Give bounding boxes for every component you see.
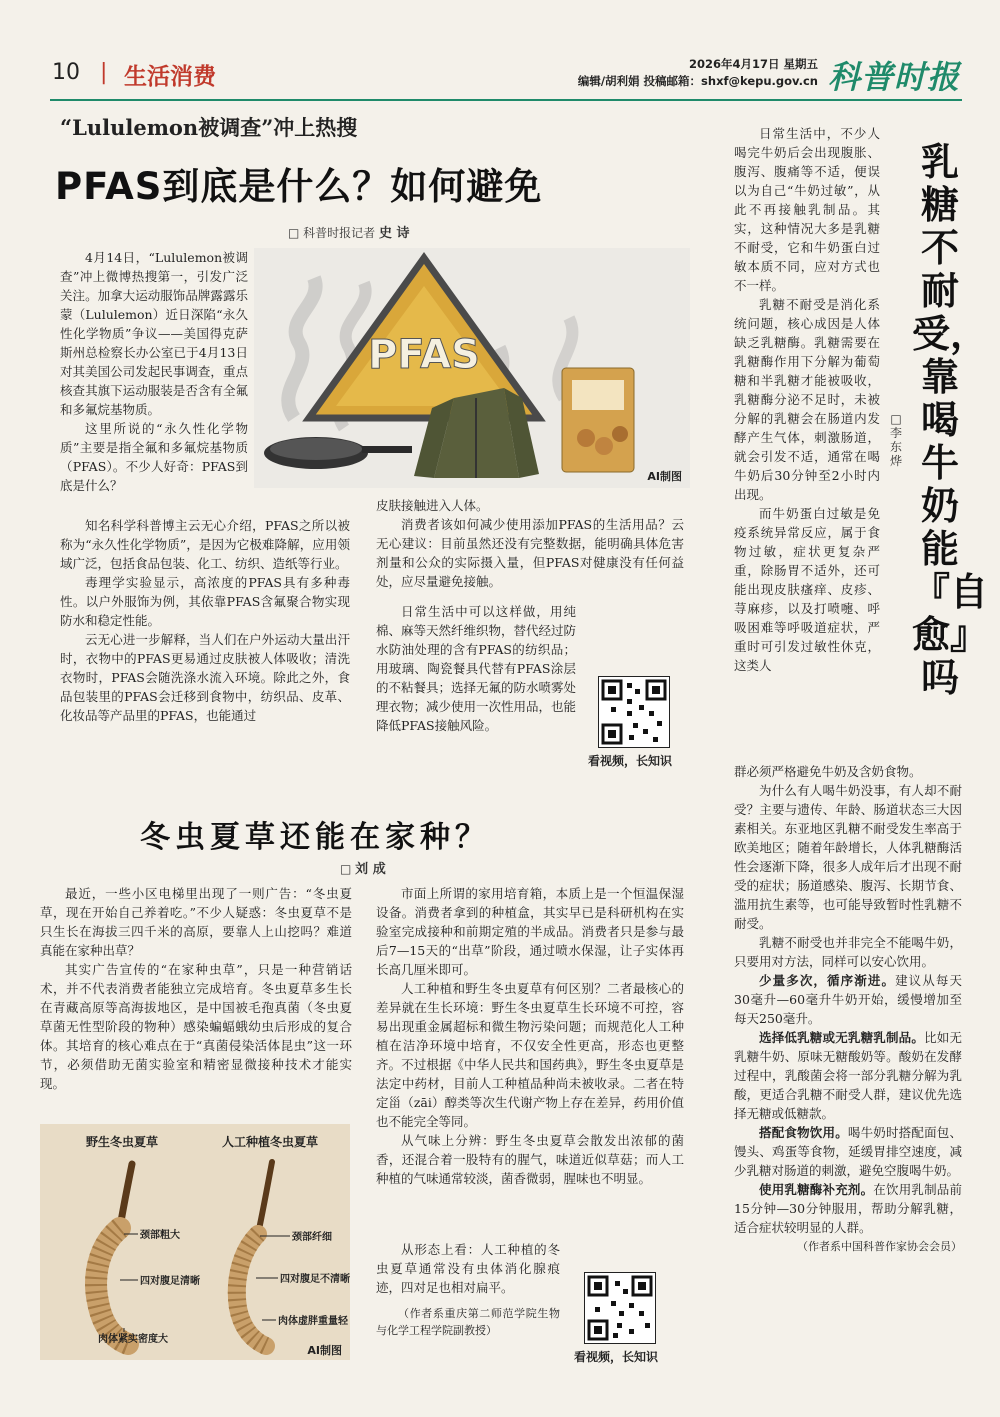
article2-byline [340, 858, 386, 877]
wild-title: 野生冬虫夏草 [85, 1135, 159, 1149]
article1-col2-tip [376, 602, 576, 735]
article1-para: 消费者该如何减少使用添加PFAS的生活用品？云无心建议：目前虽然还没有完整数据，能明确具体危害剂量和公众的实际摄入量，但PFAS对健康没有任何益处，应尽量避免接触。 [376, 517, 684, 589]
header-separator: | [100, 60, 108, 85]
article2-title: 冬虫夏草还能在家种？ [140, 820, 490, 855]
tip-head: 少量多次，循序渐进。 [759, 973, 896, 988]
editor-contact: 编辑/胡利娟 投稿邮箱：shxf@kepu.gov.cn [577, 74, 818, 88]
article1-para: 这里所说的“永久性化学物质”主要是指全氟和多氟烷基物质（PFAS）。不少人好奇：PFAS到底是什么？ [60, 421, 248, 493]
article3-tip [734, 971, 962, 1028]
cultivated-title: 人工种植冬虫夏草 [221, 1135, 319, 1149]
article2-author-note: （作者系重庆第二师范学院生物与化学工程学院副教授） [376, 1307, 560, 1337]
page-number: 10 [52, 60, 80, 85]
article3-tip [734, 1123, 962, 1180]
article2-para: 最近，一些小区电梯里出现了一则广告：“冬虫夏草，现在开始自己养着吃。”不少人疑惑：冬虫夏草不是只生长在海拔三四千米的高原，要靠人上山挖吗？难道真能在家种出草？ [40, 886, 352, 958]
article3-tip [734, 1180, 962, 1237]
article3-para: 乳糖不耐受也并非完全不能喝牛奶，只要用对方法，同样可以安心饮用。 [734, 935, 962, 969]
article2-para: 从形态上看：人工种植的冬虫夏草通常没有虫体消化腺痕迹，四对足也相对扁平。 [376, 1242, 560, 1295]
section-name: 生活消费 [124, 64, 216, 90]
article3-para: 日常生活中，不少人喝完牛奶后会出现腹胀、腹泻、腹痛等不适，便误以为自己“牛奶过敏”，从此不再接触乳制品。其实，这种情况大多是乳糖不耐受，它和牛奶蛋白过敏本质不同，应对方式也不一样。 [734, 126, 880, 293]
article1-col1-bottom [60, 516, 350, 725]
cultivated-label-neck: 颈部纤细 [292, 1232, 332, 1243]
article3-title: 乳糖不耐受，靠喝牛奶能『自愈』吗 [912, 139, 989, 700]
article1-para: 4月14日，“Lululemon被调查”冲上微博热搜第一，引发广泛关注。加拿大运动服饰品牌露露乐蒙（Lululemon）近日深陷“永久性化学物质”争议——美国得克萨斯州总检察长办公室已于4月13日对其美国公司发起民事调查，重点核查其旗下运动服装是否含有全氟和多氟烷基物质。 [60, 250, 248, 417]
qr-code[interactable] [584, 1272, 656, 1344]
article2-para: 人工种植和野生冬虫夏草有何区别？二者最核心的差异就在生长环境：野生冬虫夏草生长环境不可控，容易出现重金属超标和微生物污染问题；而规范化人工种植在洁净环境中培育，不仅安全性更高，形态也更整齐。不过根据《中华人民共和国药典》，野生冬虫夏草是法定中药材，目前人工种植品种尚未被收录。二者在特定甾（zāi）醇类等次生代谢产物上存在差异，药用价值也不能完全等同。 [376, 981, 684, 1129]
article1-para: 知名科学科普博主云无心介绍，PFAS之所以被称为“永久性化学物质”，是因为它极难降解，应用领域广泛，包括食品包装、化工、纺织、造纸等行业。 [60, 518, 350, 571]
pfas-sign-text: PFAS [368, 332, 480, 378]
article1-title: PFAS到底是什么？如何避免 [55, 165, 543, 208]
qr-code-svg [585, 1273, 655, 1343]
byline-name: 刘 成 [355, 862, 386, 877]
tip-head: 使用乳糖酶补充剂。 [759, 1182, 874, 1197]
article1-byline [288, 222, 410, 241]
wild-label-body: 肉体紧实密度大 [98, 1334, 168, 1345]
newspaper-logo: 科普时报 [828, 58, 961, 96]
tip-head: 搭配食物饮用。 [759, 1125, 848, 1140]
article3-wide-col [734, 762, 962, 1256]
tip-body: 在饮用乳制品前15分钟—30分钟服用，帮助分解乳糖，适合症状较明显的人群。 [734, 1182, 962, 1235]
article3-para: 为什么有人喝牛奶没事，有人却不耐受？主要与遗传、年龄、肠道状态三大因素相关。东亚地区乳糖不耐受发生率高于欧美地区；随着年龄增长，人体乳糖酶活性会逐渐下降，很多人成年后才出现不耐受的症状；肠道感染、腹泻、长期节食、滥用抗生素等，也可能导致暂时性乳糖不耐受。 [734, 783, 962, 931]
qr-caption: 看视频，长知识 [588, 754, 673, 768]
article3-para: 群必须严格避免牛奶及含奶食物。 [734, 764, 922, 779]
pfas-illustration-svg [254, 248, 690, 488]
article3-author-note: （作者系中国科普作家协会会员） [797, 1240, 962, 1253]
wild-label-legs: 四对腹足清晰 [140, 1276, 200, 1287]
article1-para: 毒理学实验显示，高浓度的PFAS具有多种毒性。以户外服饰为例，其依靠PFAS含氟聚合物实现防水和稳定性能。 [60, 575, 350, 628]
tip-body: 喝牛奶时搭配面包、馒头、鸡蛋等食物，延缓胃排空速度，减少乳糖对肠道的刺激，避免空腹喝牛奶。 [734, 1125, 962, 1178]
byline-prefix: □ [340, 862, 352, 876]
byline-name: 李东烨 [889, 426, 902, 468]
byline-prefix: □ 科普时报记者 [288, 226, 376, 240]
article1-para: 日常生活中可以这样做，用纯棉、麻等天然纤维织物，替代经过防水防油处理的含有PFAS的纺织品；用玻璃、陶瓷餐具代替有PFAS涂层的不粘餐具；选择无氟的防水喷雾处理衣物；减少使用一次性用品，也能降低PFAS接触风险。 [376, 604, 577, 733]
cultivated-label-legs: 四对腹足不清晰 [280, 1274, 350, 1285]
qr-code-svg [599, 677, 669, 747]
pfas-illustration [254, 248, 690, 488]
article2-col1 [40, 884, 352, 1093]
article3-para: 而牛奶蛋白过敏是免疫系统异常反应，属于食物过敏，症状更复杂严重，除肠胃不适外，还可能出现皮肤瘙痒、皮疹、荨麻疹，以及打喷嚏、呼吸困难等呼吸道症状，严重时可引发过敏性休克，这类人 [734, 506, 880, 673]
tip-head: 选择低乳糖或无乳糖乳制品。 [759, 1030, 925, 1045]
article2-para: 其实广告宣传的“在家种虫草”，只是一种营销话术，并不代表消费者能独立完成培育。冬虫夏草多生长在青藏高原等高海拔地区，是中国被毛孢真菌（冬虫夏草菌无性型阶段的物种）感染蝙蝠蛾幼虫后形成的复合体。其培育的核心难点在于“真菌侵染活体昆虫”这一环节，必须借助无菌实验室和精密显微接种技术才能实现。 [40, 962, 352, 1091]
byline-prefix: □ [890, 412, 902, 426]
article1-col1-top [60, 248, 248, 495]
issue-date: 2026年4月17日 星期五 [688, 57, 818, 71]
article2-col2-end [376, 1240, 560, 1339]
cordyceps-figure-svg [40, 1124, 350, 1360]
wild-label-neck: 颈部粗大 [140, 1230, 180, 1241]
article1-kicker: “Lululemon被调查”冲上热搜 [60, 115, 358, 140]
cordyceps-figure [40, 1124, 350, 1360]
article2-para: 从气味上分辨：野生冬虫夏草会散发出浓郁的菌香，还混合着一股特有的腥气，味道近似草菇；而人工种植的气味通常较淡，菌香微弱，腥味也不明显。 [376, 1133, 684, 1186]
article2-para: 市面上所谓的家用培育箱，本质上是一个恒温保湿设备。消费者拿到的种植盒，其实早已是科研机构在实验室完成接种和前期定殖的半成品。消费者只是参与最后7—15天的“出草”阶段，通过喷水保湿，让子实体再长高几厘米即可。 [376, 886, 684, 977]
cordyceps-caption: AI制图 [307, 1344, 342, 1357]
header-rule [50, 99, 962, 101]
qr-caption: 看视频，长知识 [574, 1350, 659, 1364]
tip-body: 建议从每天30毫升—60毫升牛奶开始，缓慢增加至每天250毫升。 [734, 973, 962, 1026]
byline-name: 史 诗 [378, 226, 410, 241]
article3-tip [734, 1028, 962, 1123]
article1-para: 皮肤接触进入人体。 [376, 498, 489, 513]
header-meta [528, 56, 818, 90]
article3-narrow-col [734, 124, 880, 675]
tip-body: 比如无乳糖牛奶、原味无糖酸奶等。酸奶在发酵过程中，乳酸菌会将一部分乳糖分解为乳酸，更适合乳糖不耐受人群，建议优先选择无糖或低糖款。 [734, 1030, 962, 1121]
article3-para: 乳糖不耐受是消化系统问题，核心成因是人体缺乏乳糖酶。乳糖需要在乳糖酶作用下分解为葡萄糖和半乳糖才能被吸收，乳糖酶分泌不足时，未被分解的乳糖会在肠道内发酵产生气体，刺激肠道，就会引发不适，通常在喝牛奶后30分钟至2小时内出现。 [734, 297, 880, 502]
pfas-image-caption: AI制图 [647, 470, 682, 483]
article1-para: 云无心进一步解释，当人们在户外运动大量出汗时，衣物中的PFAS更易通过皮肤被人体吸收；清洗衣物时，PFAS会随洗涤水流入环境。除此之外，食品包装里的PFAS会迁移到食物中，纺织品、皮革、化妆品等产品里的PFAS，也能通过 [60, 632, 350, 723]
article1-col2 [376, 496, 684, 591]
article3-byline [887, 412, 905, 468]
article2-col2 [376, 884, 684, 1188]
cultivated-label-body: 肉体虚胖重量轻 [278, 1316, 348, 1327]
qr-code[interactable] [598, 676, 670, 748]
